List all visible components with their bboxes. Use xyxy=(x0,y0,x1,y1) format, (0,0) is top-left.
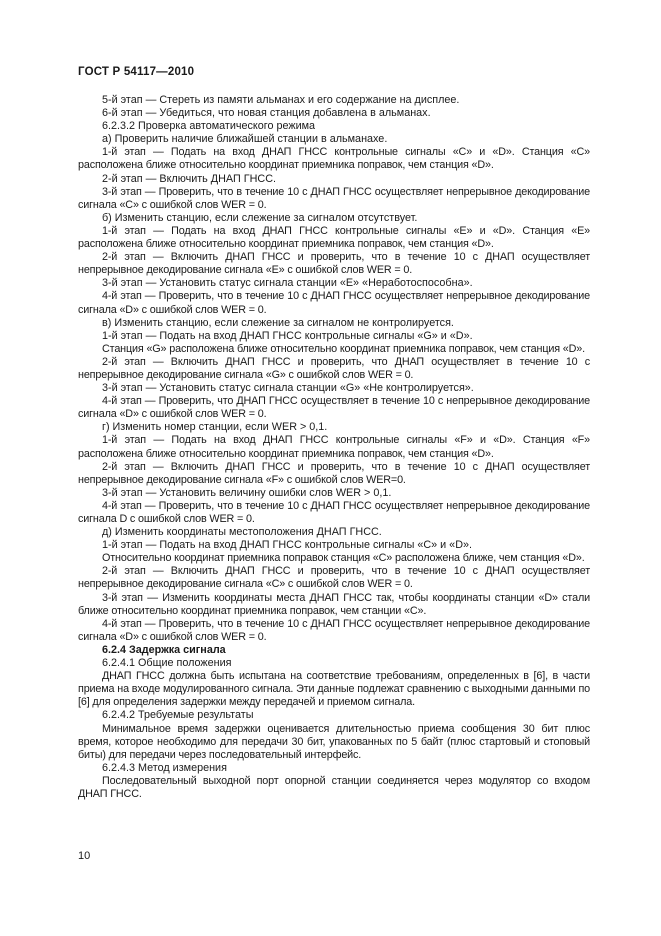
body-paragraph: Последовательный выходной порт опорной станции соединяется через модулятор со входом ДНАП ГНСС. xyxy=(78,774,590,800)
step-paragraph: 3-й этап — Установить статус сигнала станции «Е» «Неработоспособна». xyxy=(102,277,473,290)
step-paragraph: 2-й этап — Включить ДНАП ГНСС и проверить, что ДНАП осуществляет в течение 10 с непрерывное декодирование сигнала «G» с ошибкой слов WER = 0. xyxy=(78,355,590,381)
step-paragraph: 2-й этап — Включить ДНАП ГНСС и проверить, что в течение 10 с ДНАП осуществляет непрерывное декодирование сигнала «Е» с ошибкой слов WER = 0. xyxy=(78,251,590,277)
list-item: в) Изменить станцию, если слежение за сигналом не контролируется. xyxy=(102,316,454,329)
step-paragraph: 1-й этап — Подать на вход ДНАП ГНСС контрольные сигналы «Е» и «D». Станция «Е» расположена ближе относительно координат приемника поправок, чем станция «D». xyxy=(78,224,590,251)
list-item: б) Изменить станцию, если слежение за сигналом отсутствует. xyxy=(102,211,418,224)
step-paragraph: 4-й этап — Проверить, что ДНАП ГНСС осуществляет в течение 10 с непрерывное декодирование сигнала «D» с ошибкой слов WER = 0. xyxy=(78,395,590,421)
body-paragraph: Минимальное время задержки оценивается длительностью приема сообщения 30 бит плюс время, которое необходимо для передачи 30 бит, упакованных по 5 байт (плюс стартовый и стоповый биты) для передачи через последовательный интерфейс. xyxy=(78,722,590,761)
step-paragraph: 1-й этап — Подать на вход ДНАП ГНСС контрольные сигналы «G» и «D». xyxy=(102,329,473,342)
list-item: д) Изменить координаты местоположения ДНАП ГНСС. xyxy=(102,526,382,539)
section-heading: 6.2.4 Задержка сигнала xyxy=(102,643,226,656)
page-number: 10 xyxy=(78,850,91,862)
subsection-heading: 6.2.4.1 Общие положения xyxy=(102,657,232,670)
step-paragraph: 5-й этап — Стереть из памяти альманах и его содержание на дисплее. xyxy=(102,94,460,106)
list-item: а) Проверить наличие ближайшей станции в альманахе. xyxy=(102,133,388,146)
section-heading: 6.2.3.2 Проверка автоматического режима xyxy=(102,120,316,133)
step-paragraph: 3-й этап — Установить величину ошибки слов WER > 0,1. xyxy=(102,486,392,499)
step-paragraph: 4-й этап — Проверить, что в течение 10 с ДНАП ГНСС осуществляет непрерывное декодирование сигнала «D» с ошибкой слов WER = 0. xyxy=(78,617,590,643)
document-body xyxy=(78,94,590,801)
list-item: г) Изменить номер станции, если WER > 0,1. xyxy=(102,421,328,434)
step-paragraph: 3-й этап — Установить статус сигнала станции «G» «Не контролируется». xyxy=(102,382,474,395)
step-paragraph: 1-й этап — Подать на вход ДНАП ГНСС контрольные сигналы «С» и «D». xyxy=(102,539,472,552)
step-paragraph: 1-й этап — Подать на вход ДНАП ГНСС контрольные сигналы «С» и «D». Станция «С» расположена ближе относительно координат приемника поправок, чем станция «D». xyxy=(78,146,590,172)
step-paragraph: 3-й этап — Проверить, что в течение 10 с ДНАП ГНСС осуществляет непрерывное декодирование сигнала «С» с ошибкой слов WER = 0. xyxy=(78,185,590,211)
step-paragraph: Относительно координат приемника поправок станция «С» расположена ближе, чем станция «D». xyxy=(102,552,585,565)
body-paragraph: ДНАП ГНСС должна быть испытана на соответствие требованиям, определенных в [6], в части приема на входе модулированного сигнала. Эти данные подлежат сравнению с выходными данными по [6] для определения задержки между передачей и приемом сигнала. xyxy=(78,670,590,709)
step-paragraph: 6-й этап — Убедиться, что новая станция добавлена в альманах. xyxy=(102,107,431,120)
subsection-heading: 6.2.4.3 Метод измерения xyxy=(102,761,227,774)
step-paragraph: Станция «G» расположена ближе относительно координат приемника поправок, чем станция «D». xyxy=(102,342,586,355)
subsection-heading: 6.2.4.2 Требуемые результаты xyxy=(102,709,254,722)
step-paragraph: 3-й этап — Изменить координаты места ДНАП ГНСС так, чтобы координаты станции «D» стали ближе относительно координат приемника поправок, чем станции «С». xyxy=(78,591,590,617)
document-header: ГОСТ Р 54117—2010 xyxy=(78,66,195,78)
step-paragraph: 1-й этап — Подать на вход ДНАП ГНСС контрольные сигналы «F» и «D». Станция «F» расположена ближе относительно координат приемника поправок, чем станция «D». xyxy=(78,434,590,460)
step-paragraph: 2-й этап — Включить ДНАП ГНСС и проверить, что в течение 10 с ДНАП осуществляет непрерывное декодирование сигнала «С» с ошибкой слов WER = 0. xyxy=(78,565,590,591)
step-paragraph: 2-й этап — Включить ДНАП ГНСС и проверить, что в течение 10 с ДНАП осуществляет непрерывное декодирование сигнала «F» с ошибкой слов WER=0. xyxy=(78,460,590,486)
step-paragraph: 4-й этап — Проверить, что в течение 10 с ДНАП ГНСС осуществляет непрерывное декодирование сигнала «D» с ошибкой слов WER = 0. xyxy=(78,290,590,316)
step-paragraph: 4-й этап — Проверить, что в течение 10 с ДНАП ГНСС осуществляет непрерывное декодирование сигнала D с ошибкой слов WER = 0. xyxy=(78,499,590,525)
step-paragraph: 2-й этап — Включить ДНАП ГНСС. xyxy=(102,172,276,185)
